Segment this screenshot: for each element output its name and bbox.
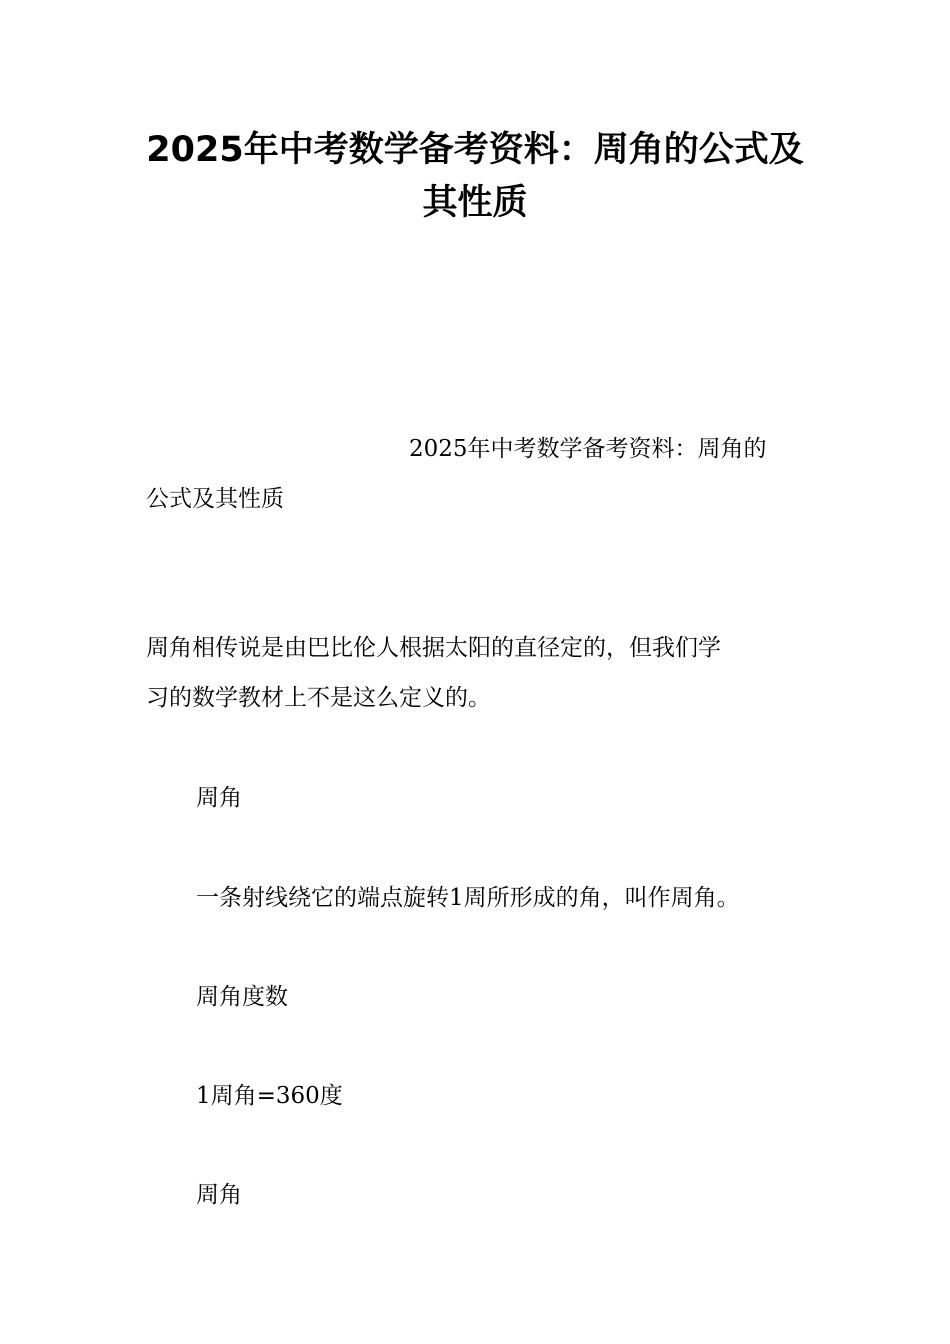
subtitle-line-2: 公式及其性质: [146, 486, 284, 512]
degree-value: 1周角=360度: [196, 1083, 343, 1109]
definition-paragraph: 一条射线绕它的端点旋转1周所形成的角，叫作周角。: [196, 885, 740, 911]
intro-paragraph-line-2: 习的数学教材上不是这么定义的。: [146, 685, 491, 711]
subtitle-line-1: 2025年中考数学备考资料：周角的: [409, 436, 767, 462]
heading-zhoujiao: 周角: [196, 785, 242, 811]
document-title-line-2: 其性质: [422, 183, 528, 223]
document-title-line-1: 2025年中考数学备考资料：周角的公式及: [146, 130, 804, 170]
heading-degree: 周角度数: [196, 984, 288, 1010]
intro-paragraph-line-1: 周角相传说是由巴比伦人根据太阳的直径定的，但我们学: [146, 635, 721, 661]
heading-zhoujiao-2: 周角: [196, 1182, 242, 1208]
